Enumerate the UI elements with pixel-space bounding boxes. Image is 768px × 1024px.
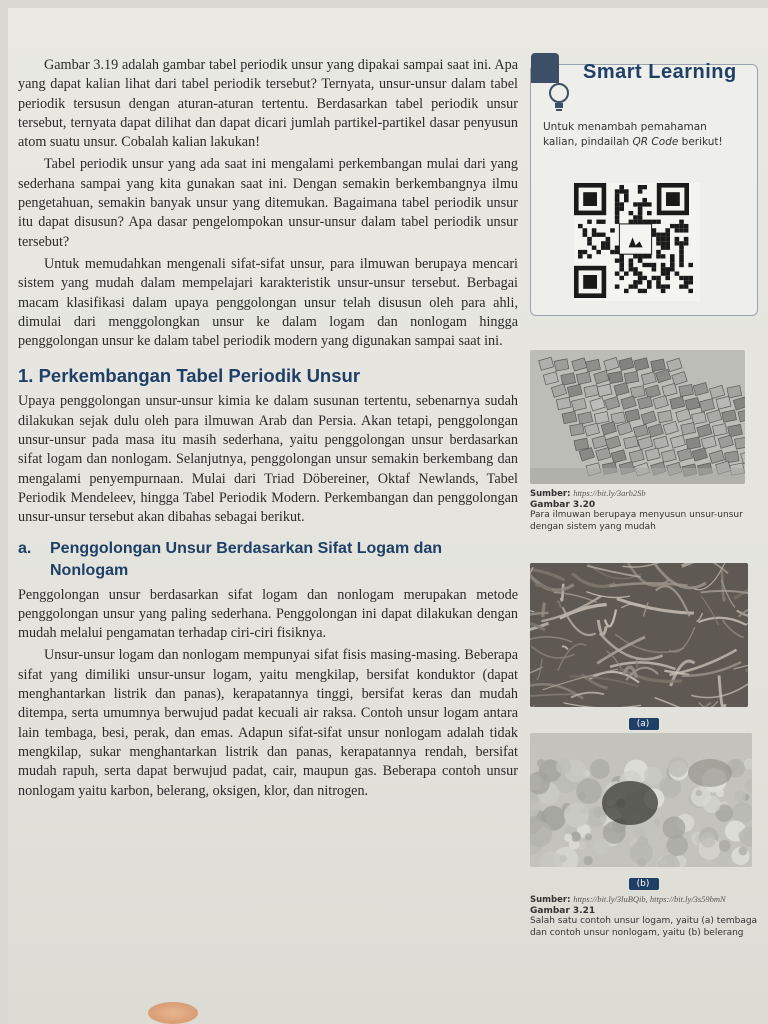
fig-3-21-caption: Salah satu contoh unsur logam, yaitu (a) tembaga dan contoh unsur nonlogam, yaitu (b) belerang: [530, 916, 758, 938]
main-text-column: [18, 56, 518, 804]
fig-3-20-caption: Para ilmuwan berupaya menyusun unsur-unsur dengan sistem yang mudah: [530, 510, 743, 532]
section-heading-1: 1. Perkembangan Tabel Periodik Unsur: [18, 365, 361, 387]
fig-3-21-source-url: https://bit.ly/3luBQib, https://bit.ly/3s59bmN: [573, 894, 726, 904]
sulfur-photo: [530, 733, 752, 867]
fig-3-21-source-label: Sumber:: [530, 895, 571, 905]
subsection-letter: a.: [18, 539, 32, 557]
subsection-a-paragraph-2: Unsur-unsur logam dan nonlogam mempunyai sifat fisis masing-masing. Beberapa sifat yang dimiliki unsur-unsur logam, yaitu mengkilap, bersifat konduktor (dapat menghantarkan listrik dan panas), kerapatannya tinggi, bersifat keras dan mudah ditempa, serta umumnya berwujud padat kecuali air raksa. Contoh unsur logam antara lain tembaga, besi, perak, dan emas. Adapun sifat-sifat unsur nonlogam adalah tidak mengkilap, sukar menghantarkan listrik dan panas, kerapatannya rendah, bersifat mudah rapuh, serta dapat berwujud padat, cair, maupun gas. Beberapa contoh unsur nonlogam yaitu karbon, belerang, oksigen, klor, dan nitrogen.: [18, 647, 518, 799]
subsection-a-paragraph-1: Penggolongan unsur berdasarkan sifat logam dan nonlogam merupakan metode penggolongan unsur yang paling sederhana. Penggolongan ini dapat dilakukan dengan mudah melalui pengamatan terhadap ciri-ciri fisiknya.: [18, 586, 518, 642]
qr-code-icon[interactable]: [574, 183, 700, 301]
fig-3-21-source: [530, 894, 758, 905]
sidebar-column: [530, 52, 758, 939]
image-tag-a: (a): [629, 718, 660, 730]
sulfur-image: [530, 733, 752, 867]
finger-thumb: [148, 1002, 198, 1024]
copper-photo: [530, 563, 748, 707]
image-tag-b: (b): [629, 878, 660, 890]
copper-image: [530, 563, 748, 707]
textbook-page: [8, 8, 768, 1024]
tag-a-wrap: [530, 711, 758, 730]
tag-b-wrap: [530, 871, 758, 890]
smart-learning-text: [543, 120, 743, 150]
fig-3-20-title: Gambar 3.20: [530, 500, 596, 510]
periodic-tiles-image: [530, 350, 745, 484]
lightbulb-icon: [547, 81, 571, 115]
smart-learning-title: Smart Learning: [583, 61, 737, 83]
fig-3-21-title: Gambar 3.21: [530, 906, 596, 916]
intro-paragraph-3: Untuk memudahkan mengenali sifat-sifat unsur, para ilmuwan berupaya mencari sistem yang mudah dalam mempelajari karakteristik unsur-unsur tersebut. Berbagai macam klasifikasi dalam upaya penggolongan unsur telah disusun oleh para ahli, dimulai dari menggolongkan unsur ke dalam logam dan nonlogam hingga penggolongan unsur ke dalam tabel periodik modern yang digunakan sampai saat ini.: [18, 255, 518, 350]
section-1-paragraph: Upaya penggolongan unsur-unsur kimia ke dalam susunan tertentu, sebenarnya sudah dilakukan sejak dulu oleh para ilmuwan Arab dan Persia. Akan tetapi, penggolongan unsur-unsur pada masa itu masih sederhana, yaitu penggolongan unsur berdasarkan sifat logam dan nonlogam. Selanjutnya, penggolongan unsur semakin berkembang dan mengalami penyempurnaan. Mulai dari Triad Döbereiner, Oktaf Newlands, Tabel Periodik Mendeleev, hingga Tabel Periodik Modern. Perkembangan dan penggolongan unsur-unsur tersebut akan dibahas sebagai berikut.: [18, 393, 518, 526]
smart-learning-box: [530, 61, 758, 316]
subsection-title: Penggolongan Unsur Berdasarkan Sifat Logam dan Nonlogam: [50, 539, 443, 579]
intro-paragraph-1: Gambar 3.19 adalah gambar tabel periodik unsur yang dipakai sampai saat ini. Apa yang dapat kalian lihat dari tabel periodik tersebut? Ternyata, unsur-unsur dalam tabel periodik tersusun dengan aturan-aturan tertentu. Berdasarkan tabel periodik unsur tersebut, ternyata dapat dilihat dan dapat dicari jumlah partikel-partikel dasar penyusun atom suatu unsur. Cobalah kalian lakukan!: [18, 57, 518, 151]
fig-3-20-source-label: Sumber:: [530, 489, 571, 499]
fig-3-20-source-url: https://bit.ly/3arb2Sb: [573, 488, 646, 498]
smart-learning-text-prefix: Untuk menambah pemahaman kalian, pindailah: [543, 121, 707, 148]
periodic-tiles-photo: [530, 350, 745, 484]
fig-3-20-source: [530, 488, 758, 499]
smart-learning-qr-label: QR Code: [632, 136, 679, 148]
subsection-heading-a: [18, 538, 518, 582]
intro-paragraph-2: Tabel periodik unsur yang ada saat ini mengalami perkembangan mulai dari yang sederhana sampai yang kita gunakan saat ini. Dengan semakin berkembangnya ilmu pengetahuan, semakin banyak unsur yang ditemukan. Bagaimana tabel periodik unsur itu dapat disusun? Apa dasar pengelompokan unsur-unsur dalam tabel periodik unsur tersebut?: [18, 156, 518, 250]
smart-learning-tab: [531, 53, 559, 83]
smart-learning-text-suffix: berikut!: [678, 136, 723, 148]
